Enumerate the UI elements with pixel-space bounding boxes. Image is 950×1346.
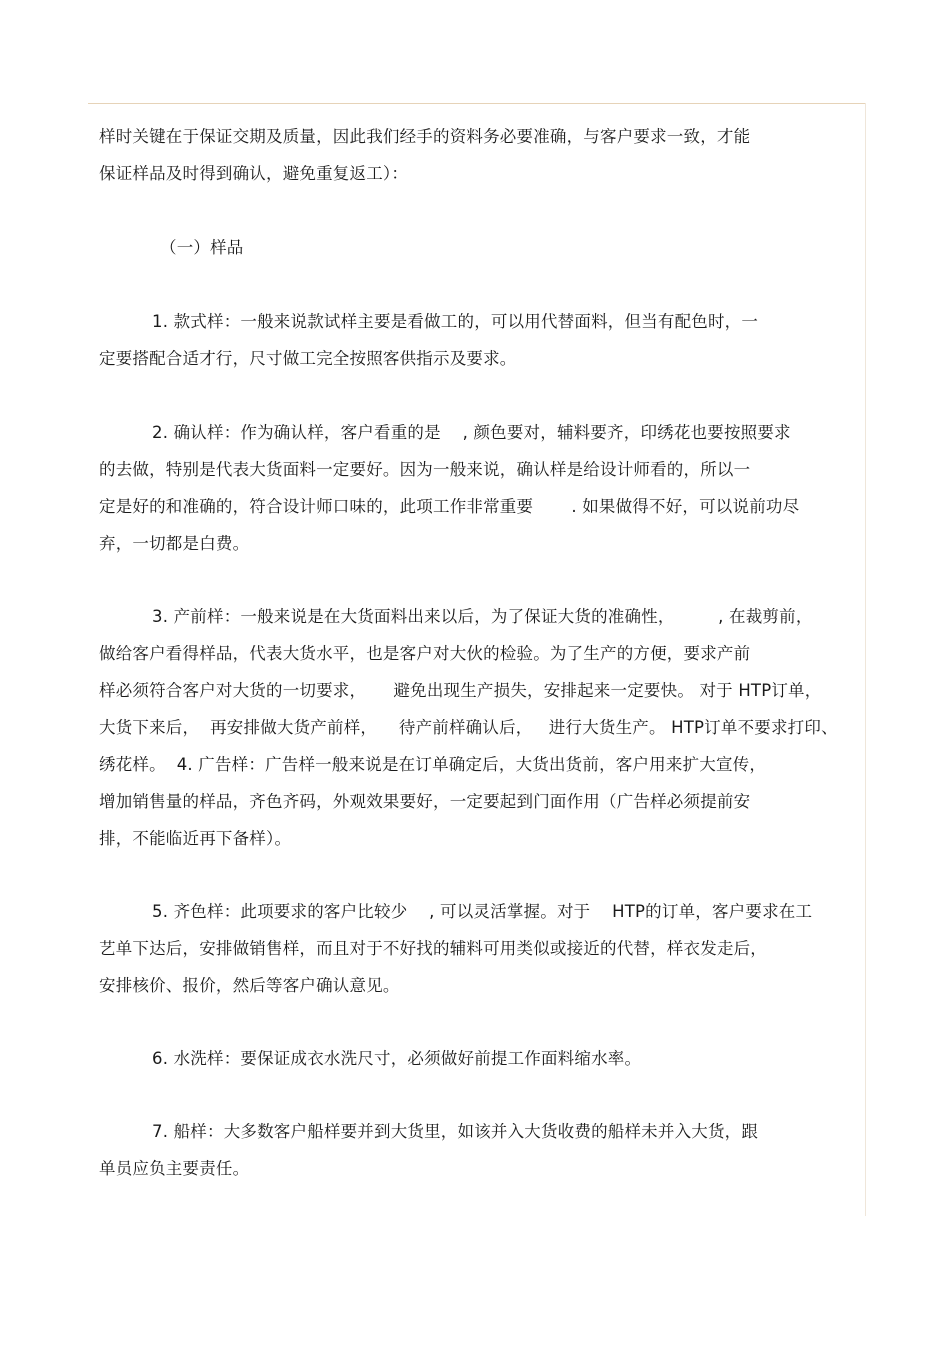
paragraph-line: 定要搭配合适才行，尺寸做工完全按照客供指示及要求。 bbox=[99, 349, 517, 368]
paragraph-line: 弃，一切都是白费。 bbox=[99, 534, 250, 553]
paragraph-line: 样时关键在于保证交期及质量，因此我们经手的资料务必要准确，与客户要求一致，才能 bbox=[99, 127, 751, 146]
paragraph-line: 大货下来后， 再安排做大货产前样， 待产前样确认后， 进行大货生产。 HTP订单不要求打印、 bbox=[99, 718, 838, 737]
paragraph-line: 5. 齐色样：此项要求的客户比较少 , 可以灵活掌握。对于 HTP的订单，客户要求在工 bbox=[152, 902, 813, 921]
paragraph-line: 定是好的和准确的，符合设计师口味的，此项工作非常重要 . 如果做得不好，可以说前功尽 bbox=[99, 497, 800, 516]
paragraph-line: 保证样品及时得到确认，避免重复返工）： bbox=[99, 164, 409, 183]
paragraph-line: 1. 款式样：一般来说款试样主要是看做工的，可以用代替面料，但当有配色时，一 bbox=[152, 312, 759, 331]
paragraph-line: 单员应负主要责任。 bbox=[99, 1159, 250, 1178]
paragraph-line: 做给客户看得样品，代表大货水平，也是客户对大伙的检验。为了生产的方便，要求产前 bbox=[99, 644, 751, 663]
section-heading: （一）样品 bbox=[160, 238, 244, 257]
paragraph-line: 排，不能临近再下备样）。 bbox=[99, 829, 292, 848]
paragraph-line: 6. 水洗样：要保证成衣水洗尺寸，必须做好前提工作面料缩水率。 bbox=[152, 1049, 642, 1068]
paragraph-line: 2. 确认样：作为确认样，客户看重的是 , 颜色要对，辅料要齐，印绣花也要按照要求 bbox=[152, 423, 791, 442]
paragraph-line: 3. 产前样：一般来说是在大货面料出来以后，为了保证大货的准确性， , 在裁剪前， bbox=[152, 607, 813, 626]
paragraph-line: 7. 船样：大多数客户船样要并到大货里，如该并入大货收费的船样未并入大货，跟 bbox=[152, 1122, 759, 1141]
paragraph-line: 样必须符合客户对大货的一切要求， 避免出现生产损失，安排起来一定要快。 对于 HTP订单， bbox=[99, 681, 822, 700]
paragraph-line: 艺单下达后，安排做销售样，而且对于不好找的辅料可用类似或接近的代替，样衣发走后， bbox=[99, 939, 767, 958]
paragraph-line: 增加销售量的样品，齐色齐码，外观效果要好，一定要起到门面作用（广告样必须提前安 bbox=[99, 792, 751, 811]
paragraph-line: 安排核价、报价，然后等客户确认意见。 bbox=[99, 976, 400, 995]
paragraph-line: 绣花样。 4. 广告样：广告样一般来说是在订单确定后，大货出货前，客户用来扩大宣传， bbox=[99, 755, 767, 774]
paragraph-line: 的去做，特别是代表大货面料一定要好。因为一般来说，确认样是给设计师看的，所以一 bbox=[99, 460, 751, 479]
